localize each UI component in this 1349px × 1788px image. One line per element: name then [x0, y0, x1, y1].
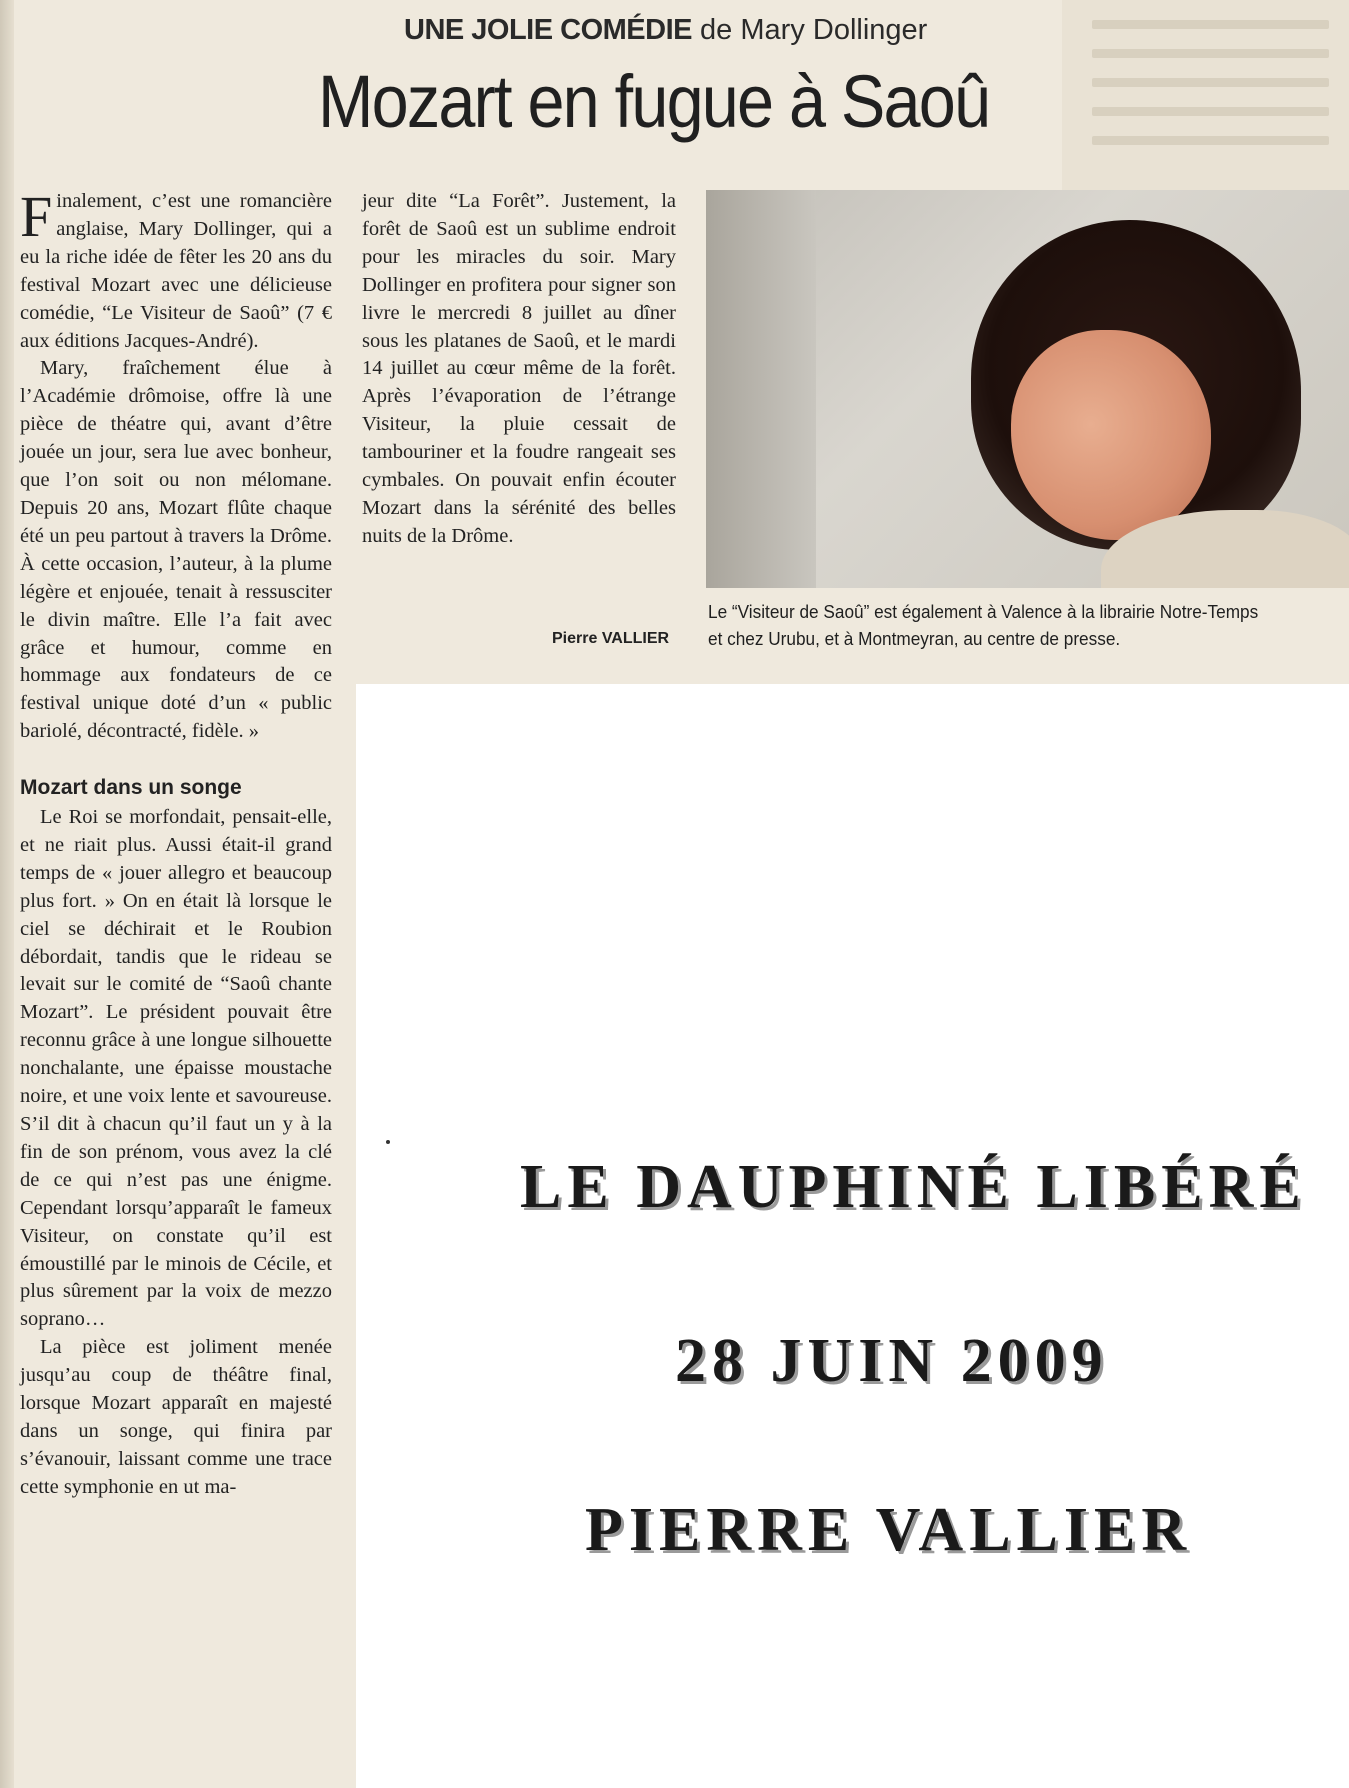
paragraph-3: Le Roi se morfondait, pensait-elle, et ne riait plus. Aussi était-il grand temps de « jouer allegro et beaucoup plus fort. » On en était là lorsque le ciel se déchirait et le Roubion débordait, tandis que le rideau se levait sur le comité de “Saoû chante Mozart”. Le président pouvait être reconnu grâce à une longue silhouette nonchalante, une épaisse moustache noire, et une voix lente et savoureuse. S’il dit à chacun qu’il faut un y à la fin de son prénom, vous avez la clé de ce qui n’est pas une énigme. Cependant lorsqu’apparaît le fameux Visiteur, on constate qu’il est émoustillé par le minois de Cécile, et plus sûrement par la voix de mezzo soprano…: [20, 806, 332, 1331]
caption-line-1: Le “Visiteur de Saoû” est également à Valence à la librairie Notre-Temps: [708, 601, 1259, 622]
adjacent-article-edge: [1062, 0, 1349, 190]
source-author: PIERRE VALLIER: [585, 1496, 1193, 1564]
article-byline: Pierre VALLIER: [552, 630, 670, 647]
drop-cap: F: [20, 184, 53, 249]
paragraph-1-text: inalement, c’est une romancière anglaise, Mary Dollinger, qui a eu la riche idée de fêter les 20 ans du festival Mozart avec une délicieuse comédie, “Le Visiteur de Saoû” (7 € aux éditions Jacques-André).: [20, 190, 332, 352]
adjacent-column-edge: [0, 0, 14, 1788]
kicker-rest: de Mary Dollinger: [692, 14, 928, 46]
kicker-strong: UNE JOLIE COMÉDIE: [404, 14, 692, 46]
paragraph-2: Mary, fraîchement élue à l’Académie drômoise, offre là une pièce de théatre qui, avant d’être jouée un jour, sera lue avec bonheur, que l’on soit ou non mélomane. Depuis 20 ans, Mozart flûte chaque été un peu partout à travers la Drôme. À cette occasion, l’auteur, à la plume légère et enjouée, tenait à ressusciter le divin maître. Elle l’a fait avec grâce et humour, comme en hommage aux fondateurs de ce festival unique doté d’un « public bariolé, décontracté, fidèle. »: [20, 357, 332, 743]
caption-line-2: et chez Urubu, et à Montmeyran, au centre de presse.: [708, 628, 1121, 649]
source-date: 28 JUIN 2009: [675, 1327, 1109, 1395]
author-photo: [706, 190, 1349, 588]
article-subhead: Mozart dans un songe: [20, 776, 242, 800]
article-kicker: [404, 14, 1024, 47]
source-newspaper-name: LE DAUPHINÉ LIBÉRÉ: [520, 1153, 1307, 1221]
paragraph-1: [20, 184, 332, 355]
photo-background-frame: [706, 190, 816, 588]
article-headline: Mozart en fugue à Saoû: [318, 60, 990, 143]
paragraph-4: La pièce est joliment menée jusqu’au coup de théâtre final, lorsque Mozart apparaît en majesté dans un songe, qui finira par s’évanouir, laissant comme une trace cette symphonie en ut ma-: [20, 1336, 332, 1498]
blank-page-area: [356, 684, 1349, 1788]
article-column-1: [20, 184, 332, 1502]
article-column-2: [362, 188, 676, 551]
ink-speck: [386, 1140, 390, 1144]
paragraph-col2: jeur dite “La Forêt”. Justement, la forêt de Saoû est un sublime endroit pour les miracles du soir. Mary Dollinger en profitera pour signer son livre le mercredi 8 juillet au dîner sous les platanes de Saoû, et le mardi 14 juillet au cœur même de la forêt. Après l’évaporation de l’étrange Visiteur, la pluie cessait de tambouriner et la foudre rangeait ses cymbales. On pouvait enfin écouter Mozart dans la sérénité des belles nuits de la Drôme.: [362, 190, 676, 547]
photo-caption: [708, 598, 1303, 652]
photo-face-shape: [1011, 330, 1211, 540]
